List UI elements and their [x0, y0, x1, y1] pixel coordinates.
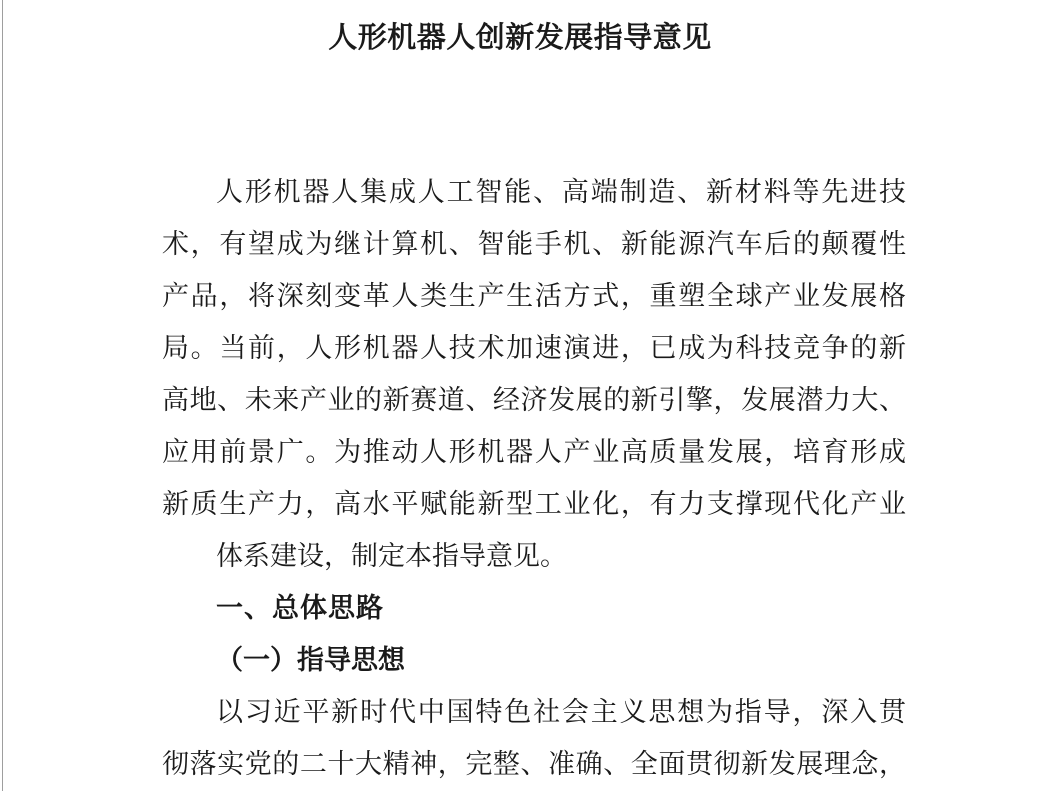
subsection-heading: （一）指导思想 [216, 645, 405, 675]
paragraph1-line-6: 应用前景广。为推动人形机器人产业高质量发展，培育形成 [162, 437, 906, 467]
paragraph1-line-8: 体系建设，制定本指导意见。 [216, 541, 567, 571]
paragraph1-line-4: 局。当前，人形机器人技术加速演进，已成为科技竞争的新 [162, 333, 906, 363]
paragraph2-line-2: 彻落实党的二十大精神，完整、准确、全面贯彻新发展理念， [162, 749, 906, 779]
paragraph1-line-5: 高地、未来产业的新赛道、经济发展的新引擎，发展潜力大、 [162, 385, 906, 415]
paragraph1-line-2: 术，有望成为继计算机、智能手机、新能源汽车后的颠覆性 [162, 229, 906, 259]
paragraph2-line-1: 以习近平新时代中国特色社会主义思想为指导，深入贯 [216, 697, 906, 727]
paragraph1-line-1: 人形机器人集成人工智能、高端制造、新材料等先进技 [216, 177, 906, 207]
section-heading: 一、总体思路 [216, 593, 384, 623]
document-body [162, 166, 906, 790]
page-left-border [2, 0, 3, 791]
paragraph1-line-7: 新质生产力，高水平赋能新型工业化，有力支撑现代化产业 [162, 489, 906, 519]
paragraph1-line-3: 产品，将深刻变革人类生产生活方式，重塑全球产业发展格 [162, 281, 906, 311]
document-title: 人形机器人创新发展指导意见 [328, 22, 712, 54]
